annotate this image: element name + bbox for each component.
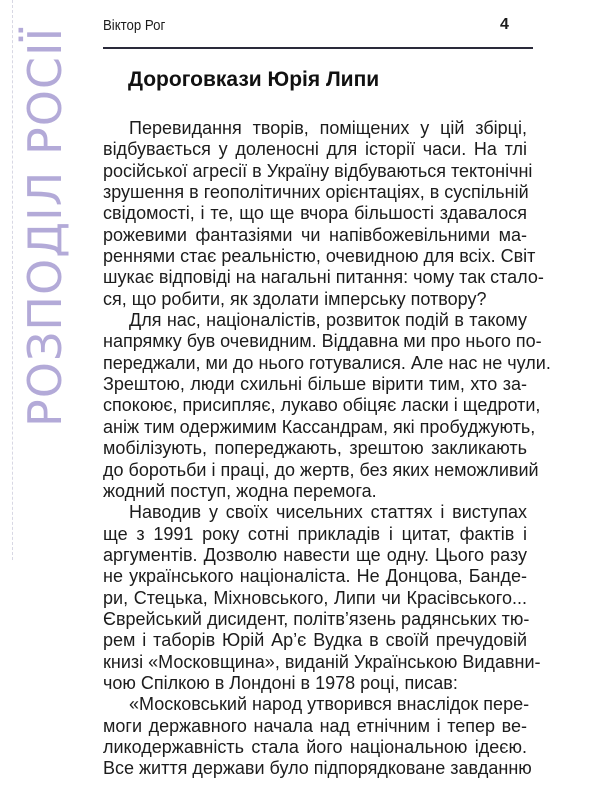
text-line: ще з 1991 року сотні прикладів і цитат, фактів і — [103, 523, 527, 544]
text-line: ликодержавність стала його національною ідеєю. — [103, 736, 527, 757]
text-line: реннями стає реальністю, очевидною для всіх. Світ — [103, 246, 536, 267]
text-line: свідомості, і те, що ще вчора більшості здавалося — [103, 203, 527, 224]
text-line: не українського націоналіста. Не Донцова, Банде- — [103, 566, 527, 587]
text-line: Зрештою, люди схильні більше вірити тим, хто за- — [103, 374, 527, 395]
text-line: зрушення в геополітичних орієнтаціях, в суспільній — [103, 182, 529, 203]
paragraph — [103, 694, 532, 779]
text-line: книзі «Московщина», виданій Українською Видавни- — [103, 651, 541, 672]
text-line: рожевими фантазіями чи напівбожевільними ма- — [103, 224, 527, 245]
text-line: Все життя держави було підпорядковане завданню — [103, 758, 532, 779]
text-line: ри, Стецька, Міхновського, Липи чи Красівського... — [103, 587, 527, 608]
text-line: Наводив у своїх чисельних статтях і виступах — [129, 502, 527, 523]
text-line: аніж тим одержимим Кассандрам, які пробуджують, — [103, 416, 536, 437]
text-line: аргументів. Дозволю навести ще одну. Цього разу — [103, 544, 527, 565]
text-line: моги державного начала над етнічним і тепер ве- — [103, 715, 527, 736]
text-line: жодний поступ, жодна перемога. — [103, 480, 377, 501]
text-line: мобілізують, попереджають, зрештою закликають — [103, 438, 527, 459]
text-line: переджали, ми до нього готувалися. Але нас не чули. — [103, 352, 551, 373]
side-vertical-title: РОЗПОДІЛ РОСІЇ — [18, 26, 72, 427]
text-line: Для нас, націоналістів, розвиток подій в такому — [129, 310, 527, 331]
page-number: 4 — [500, 16, 509, 33]
paragraph — [103, 502, 541, 694]
text-line: рем і таборів Юрій Ар’є Вудка в своїй пречудовій — [103, 630, 527, 651]
text-line: спокоює, присипляє, лукаво обіцяє ласки і щедроти, — [103, 395, 541, 416]
body-text — [103, 118, 551, 780]
header-divider — [103, 47, 533, 49]
text-line: «Московський народ утворився внаслідок пере- — [129, 694, 530, 715]
text-line: ся, що робити, як здолати імперську потвору? — [103, 288, 487, 309]
text-line: напрямку був очевидним. Віддавна ми про нього по- — [103, 331, 542, 352]
text-line: відбувається у доленосні для історії часи. На тлі — [103, 139, 527, 160]
paragraph — [103, 118, 544, 310]
text-line: Єврейський дисидент, політв’язень радянських тю- — [103, 608, 530, 629]
chapter-title: Дороговкази Юрія Липи — [128, 68, 380, 91]
running-header-author: Віктор Рог — [103, 17, 166, 34]
text-line: Перевидання творів, поміщених у цій збірці, — [129, 118, 527, 138]
text-line: чою Спілкою в Лондоні в 1978 році, писав: — [103, 672, 458, 693]
text-line: шукає відповіді на нагальні питання: чому так стало- — [103, 267, 544, 288]
text-line: російської агресії в Україну відбуваються тектонічні — [103, 160, 533, 181]
text-line: до боротьби і праці, до жертв, без яких неможливий — [103, 459, 539, 480]
scan-margin-mark — [12, 0, 13, 560]
paragraph — [103, 310, 551, 502]
